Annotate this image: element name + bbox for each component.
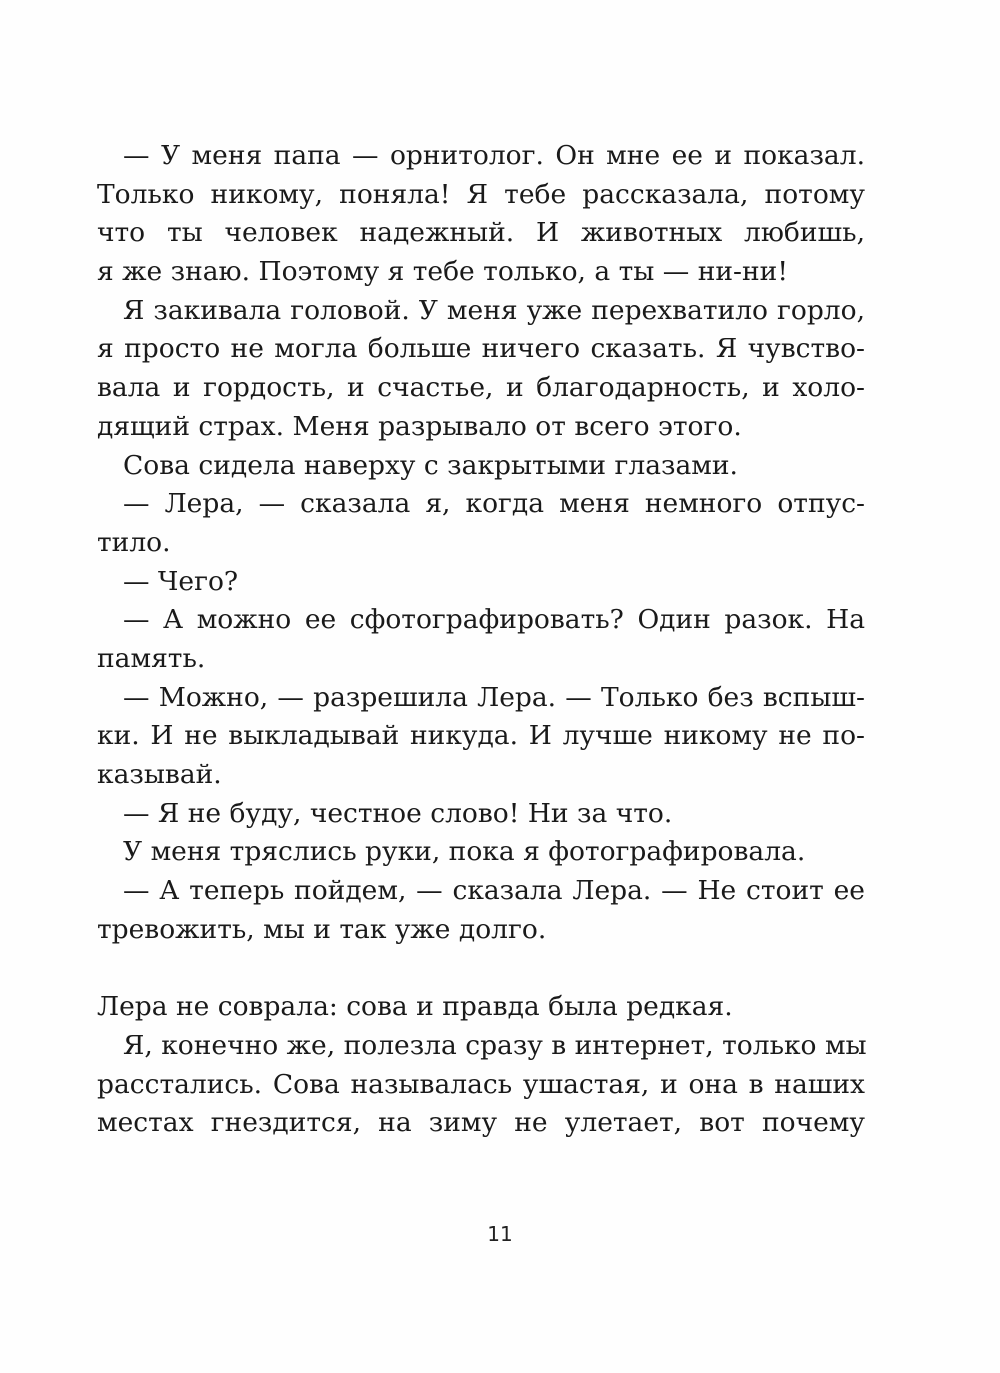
text-line: казывай.	[97, 759, 222, 790]
text-line: вала и гордость, и счастье, и благодарность, и холо-	[97, 372, 865, 404]
section-break	[97, 949, 865, 988]
text-line: — А теперь пойдем, — сказала Лера. — Не стоит ее	[123, 875, 865, 907]
text-line: Лера не соврала: сова и правда была редкая.	[97, 991, 733, 1023]
text-line: дящий страх. Меня разрывало от всего этого.	[97, 410, 742, 442]
text-line: — Лера, — сказала я, когда меня немного отпус-	[123, 488, 865, 520]
text-line: местах гнездится, на зиму не улетает, вот почему	[97, 1107, 865, 1139]
text-line: — Можно, — разрешила Лера. — Только без вспыш-	[123, 681, 865, 713]
text-line: У меня тряслись руки, пока я фотографировала.	[123, 836, 806, 868]
text-line: я просто не могла больше ничего сказать. Я чувство-	[97, 333, 865, 365]
text-line: Сова сидела наверху с закрытыми глазами.	[123, 449, 738, 481]
text-line: — А можно ее сфотографировать? Один разок. На	[123, 604, 865, 636]
text-line: — Я не буду, честное слово! Ни за что.	[123, 797, 673, 829]
text-line: тревожить, мы и так уже долго.	[97, 913, 547, 945]
text-line: ки. И не выкладывай никуда. И лучше никому не по-	[97, 720, 865, 752]
text-line: Только никому, поняла! Я тебе рассказала, потому	[97, 178, 865, 210]
text-line: — У меня папа — орнитолог. Он мне ее и показал.	[123, 140, 865, 171]
body-text	[97, 137, 865, 1143]
text-line: Я закивала головой. У меня уже перехватило горло,	[123, 294, 865, 326]
text-line: что ты человек надежный. И животных любишь,	[97, 217, 865, 249]
text-line: расстались. Сова называлась ушастая, и она в наших	[97, 1068, 865, 1100]
text-line: Я, конечно же, полезла сразу в интернет, только мы	[123, 1029, 867, 1061]
text-line: память.	[97, 642, 206, 674]
text-line: я же знаю. Поэтому я тебе только, а ты — ни-ни!	[97, 256, 788, 288]
page-number: 11	[487, 1222, 513, 1246]
text-line: — Чего?	[123, 565, 239, 597]
text-line: тило.	[97, 526, 171, 558]
